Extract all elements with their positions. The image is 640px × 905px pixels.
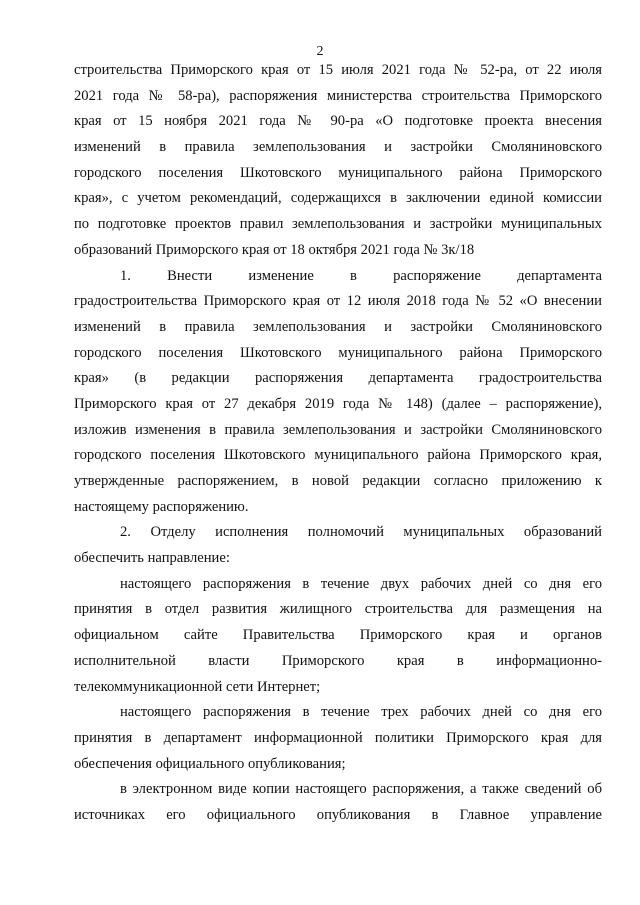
text-line: исполнительной власти Приморского края в информационно- (74, 652, 602, 669)
text-line: по подготовке проектов правил землепользования и застройки муниципальных (74, 216, 602, 233)
item-2 (74, 520, 602, 571)
text-line: 1. Внести изменение в распоряжение департамента (120, 267, 602, 284)
text-line: обеспечения официального опубликования; (74, 755, 346, 772)
text-line: настоящего распоряжения в течение двух рабочих дней со дня его (120, 575, 602, 592)
item-1 (74, 264, 602, 521)
text-line: настоящему распоряжению. (74, 498, 249, 515)
text-line: изменений в правила землепользования и застройки Смоляниновского (74, 139, 602, 156)
paragraph-intro (74, 58, 602, 264)
text-line: источниках его официального опубликования в Главное управление (74, 806, 602, 823)
text-line: Приморского края от 27 декабря 2019 года № 148) (далее – распоряжение), (74, 395, 602, 412)
subitem-3 (74, 777, 602, 828)
text-line: утвержденные распоряжением, в новой редакции согласно приложению к (74, 473, 602, 489)
text-line: строительства Приморского края от 15 июля 2021 года № 52-ра, от 22 июля (74, 62, 602, 78)
text-line: в электронном виде копии настоящего распоряжения, а также сведений об (120, 781, 602, 798)
text-line: телекоммуникационной сети Интернет; (74, 678, 321, 695)
text-line: городского поселения Шкотовского муниципального района Приморского (74, 344, 602, 361)
text-line: изложив изменения в правила землепользования и застройки Смоляниновского (74, 421, 602, 438)
text-line: обеспечить направление: (74, 550, 230, 567)
subitem-1 (74, 572, 602, 700)
text-line: края от 15 ноября 2021 года № 90-ра «О подготовке проекта внесения (74, 113, 602, 130)
text-line: городского поселения Шкотовского муниципального района Приморского (74, 164, 602, 181)
text-line: изменений в правила землепользования и застройки Смоляниновского (74, 318, 602, 335)
text-line: градостроительства Приморского края от 12 июля 2018 года № 52 «О внесении (74, 293, 602, 310)
text-line: принятия в отдел развития жилищного строительства для размещения на (74, 601, 602, 618)
text-line: края» (в редакции распоряжения департамента градостроительства (74, 370, 602, 387)
text-line: 2021 года № 58-ра), распоряжения министерства строительства Приморского (74, 87, 602, 104)
text-line: принятия в департамент информационной политики Приморского края для (74, 729, 602, 746)
subitem-2 (74, 700, 602, 777)
text-line: 2. Отделу исполнения полномочий муниципальных образований (120, 524, 602, 541)
text-line: образований Приморского края от 18 октября 2021 года № 3к/18 (74, 241, 475, 258)
page-number: 2 (316, 44, 324, 59)
text-line: настоящего распоряжения в течение трех рабочих дней со дня его (120, 704, 602, 721)
document-body (74, 58, 602, 829)
text-line: официальном сайте Правительства Приморского края и органов (74, 627, 602, 644)
text-line: края», с учетом рекомендаций, содержащихся в заключении единой комиссии (74, 190, 602, 207)
text-line: городского поселения Шкотовского муниципального района Приморского края, (74, 447, 602, 464)
